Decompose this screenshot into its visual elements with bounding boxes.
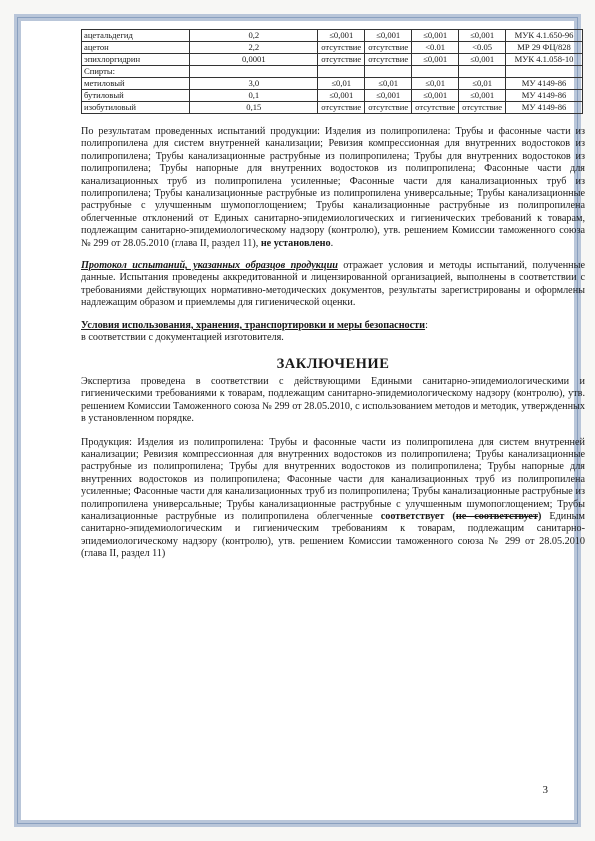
table-cell: ≤0,001: [365, 90, 412, 102]
conditions-colon: :: [425, 319, 428, 331]
table-cell: 0,0001: [190, 54, 318, 66]
paren-close: ): [537, 510, 542, 522]
conditions-lead: Условия использования, хранения, транспортировки и меры безопасности: [81, 319, 426, 331]
table-cell: МУ 4149-86: [506, 78, 583, 90]
conditions-text: в соответствии с документацией изготовителя.: [81, 332, 284, 344]
product-text: Продукция: Изделия из полипропилена: Трубы и фасонные части из полипропилена для систем внутренней канализации; Ревизия компрессионная для внутренних водостоков из полипропилена; Трубы канализационные раструбные из полипропилена; Трубы для внутренних водостоков из полипропилена; Трубы напорные для внутренних водостоков из полипропилена; Фасонные части для канализационных труб из полипропилена усиленные; Фасонные части для канализационных труб из полипропилена; Трубы канализационные раструбные из полипропилена универсальные; Трубы канализационные раструбные с улучшенным шумопоглощением; Трубы канализационные раструбные из полипропилена облегченные: [81, 436, 585, 522]
table-cell: 0,1: [190, 90, 318, 102]
table-cell: МУ 4149-86: [506, 90, 583, 102]
table-cell: МР 29 ФЦ/828: [506, 42, 583, 54]
table-cell: ≤0,001: [412, 30, 459, 42]
table-row: [82, 66, 583, 78]
table-cell: бутиловый: [82, 90, 190, 102]
table-row: [82, 30, 583, 42]
table-cell: метиловый: [82, 78, 190, 90]
table-cell: ≤0,001: [365, 30, 412, 42]
table-cell: МУК 4.1.058-10: [506, 54, 583, 66]
table-cell: МУК 4.1.650-96: [506, 30, 583, 42]
table-row: [82, 102, 583, 114]
table-cell: ацетон: [82, 42, 190, 54]
results-conclusion: не установлено: [260, 237, 331, 249]
conditions-paragraph: [81, 320, 585, 345]
table-cell: [459, 66, 506, 78]
table-cell: ацетальдегид: [82, 30, 190, 42]
table-cell: отсутствие: [318, 42, 365, 54]
table-row: [82, 42, 583, 54]
results-paragraph: [81, 126, 585, 250]
page-content: [81, 29, 585, 561]
protocol-lead: Протокол испытаний, указанных образцов продукции: [81, 260, 338, 272]
table-cell: отсутствие: [459, 102, 506, 114]
table-cell: [412, 66, 459, 78]
complies-verdict: соответствует: [380, 510, 445, 522]
table-cell: 0,2: [190, 30, 318, 42]
table-cell: отсутствие: [412, 102, 459, 114]
table-cell: 2,2: [190, 42, 318, 54]
table-cell: отсутствие: [365, 102, 412, 114]
table-cell: отсутствие: [365, 54, 412, 66]
expertise-paragraph: Экспертиза проведена в соответствии с действующими Едиными санитарно-эпидемиологическими и гигиеническими требованиями к товарам, подлежащим санитарно-эпидемиологическому надзору (контролю), утв. решением Комиссии Таможенного союза № 299 от 28.05.2010, с использованием методов и методик, утвержденных в установленном порядке.: [81, 375, 585, 425]
table-cell: изобутиловый: [82, 102, 190, 114]
table-cell: [190, 66, 318, 78]
table-cell: ≤0,01: [459, 78, 506, 90]
table-cell: <0.05: [459, 42, 506, 54]
table-cell: ≤0,001: [459, 54, 506, 66]
results-table: [81, 29, 583, 114]
table-row: [82, 90, 583, 102]
table-row: [82, 78, 583, 90]
results-paragraph-text: По результатам проведенных испытаний продукции: Изделия из полипропилена: Трубы и фасонные части из полипропилена для систем внутренней канализации; Ревизия компрессионная для внутренних водостоков из полипропилена; Трубы канализационные раструбные из полипропилена; Трубы для внутренних водостоков из полипропилена; Трубы напорные для внутренних водостоков из полипропилена; Фасонные части для канализационных труб из полипропилена усиленные; Фасонные части для канализационных труб из полипропилена; Трубы канализационные раструбные из полипропилена универсальные; Трубы канализационные раструбные с улучшенным шумопоглощением; Трубы канализационные раструбные из полипропилена облегченные отклонений от Единых санитарно-эпидемиологических и гигиенических требований к товарам, подлежащим санитарно-эпидемиологическому надзору (контролю), утв. решением Комиссии таможенного союза № 299 от 28.05.2010 (глава II, раздел 11),: [81, 126, 585, 249]
page-frame: [14, 14, 585, 827]
table-cell: ≤0,01: [365, 78, 412, 90]
table-cell: ≤0,001: [318, 90, 365, 102]
paren-open: (: [444, 510, 456, 522]
product-text-tail: Единым санитарно-эпидемиологическим и гигиеническим требованиям к товарам, подлежащим санитарно-эпидемиологическому надзору (контролю), утв. решением Комиссии таможенного союза № 299 от 28.05.2010 (глава II, раздел 11): [81, 510, 585, 560]
table-cell: [506, 66, 583, 78]
table-cell: ≤0,01: [318, 78, 365, 90]
protocol-text: отражает условия и методы испытаний, полученные данные. Испытания проведены аккредитованной и лицензированной организацией, выполнены в соответствии с требованиями действующих нормативно-методических документов, результаты зарегистрированы и оформлены надлежащим образом и приемлемы для гигиенической оценки.: [81, 260, 585, 309]
table-cell: отсутствие: [318, 54, 365, 66]
table-cell: ≤0,001: [318, 30, 365, 42]
table-cell: ≤0,001: [459, 90, 506, 102]
table-cell: эпихлоргидрин: [82, 54, 190, 66]
struck-verdict: не соответствует: [455, 510, 538, 522]
table-cell: ≤0,001: [412, 90, 459, 102]
table-cell: ≤0,001: [412, 54, 459, 66]
product-paragraph: [81, 437, 585, 561]
page-number: 3: [542, 784, 548, 796]
table-cell: Спирты:: [82, 66, 190, 78]
table-cell: отсутствие: [318, 102, 365, 114]
table-cell: ≤0,01: [412, 78, 459, 90]
table-cell: МУ 4149-86: [506, 102, 583, 114]
table-cell: ≤0,001: [459, 30, 506, 42]
table-cell: 0,15: [190, 102, 318, 114]
table-cell: [318, 66, 365, 78]
table-cell: <0.01: [412, 42, 459, 54]
protocol-paragraph: [81, 260, 585, 310]
table-cell: 3,0: [190, 78, 318, 90]
conclusion-heading: ЗАКЛЮЧЕНИЕ: [276, 355, 390, 372]
table-cell: [365, 66, 412, 78]
table-row: [82, 54, 583, 66]
table-cell: отсутствие: [365, 42, 412, 54]
results-paragraph-end: .: [330, 237, 334, 249]
